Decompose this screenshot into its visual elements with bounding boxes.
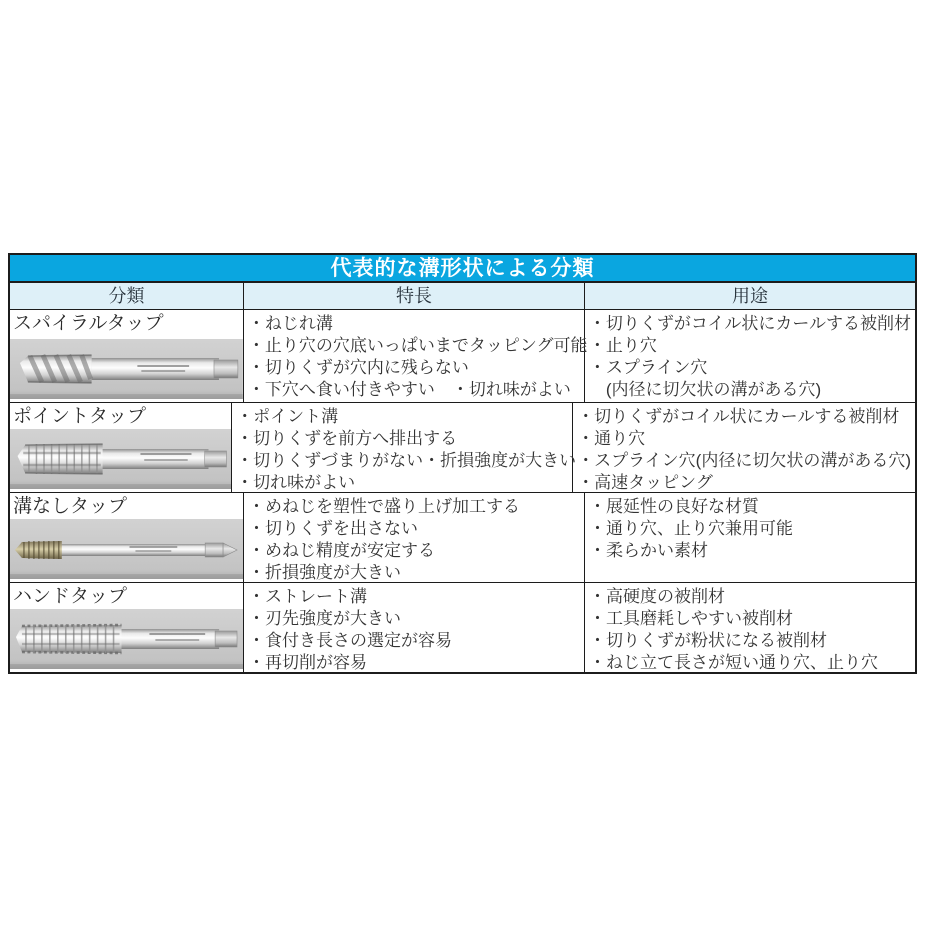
features-cell [244,310,588,402]
classification-cell [10,493,244,582]
use-line: ・工具磨耗しやすい被削材 [589,609,793,628]
header-uses: 用途 [732,286,768,306]
use-line: ・切りくずがコイル状にカールする被削材 [588,314,911,333]
classification-label: ハンドタップ [13,586,128,607]
tap-classification-table [8,253,917,674]
hand-tap-photo [10,609,243,669]
classification-cell [10,583,244,672]
feature-line: ・めねじ精度が安定する [248,541,435,560]
header-features: 特長 [244,283,585,309]
use-line: (内径に切欠状の溝がある穴) [588,380,822,399]
table-row-fluteless-tap [10,493,915,583]
use-line: ・止り穴 [588,336,657,355]
header-classification: 分類 [10,283,244,309]
use-line: ・高速タッピング [577,473,713,492]
use-line: ・通り穴、止り穴兼用可能 [589,519,793,538]
use-line: ・スプライン穴 [588,358,708,377]
feature-line: ・めねじを塑性で盛り上げ加工する [248,497,520,516]
use-line: ・展延性の良好な材質 [589,497,759,516]
features-cell [244,583,585,672]
feature-line: ・切りくずを出さない [248,519,418,538]
uses-cell [573,403,915,492]
classification-label: ポイントタップ [13,406,147,427]
table-title: 代表的な溝形状による分類 [10,255,915,283]
features-cell [244,493,585,582]
use-line: ・ねじ立て長さが短い通り穴、止り穴 [589,653,878,672]
classification-label: 溝なしタップ [13,496,128,517]
feature-line: ・食付き長さの選定が容易 [248,631,452,650]
spiral-tap-photo [10,339,243,399]
feature-line: ・切りくずが穴内に残らない [247,358,469,377]
feature-line: ・切れ味がよい [236,473,356,492]
classification-label: スパイラルタップ [13,313,164,334]
use-line: ・スプライン穴(内径に切欠状の溝がある穴) [577,451,911,470]
uses-cell [585,310,915,402]
feature-line: ・刃先強度が大きい [248,609,401,628]
use-line: ・通り穴 [577,429,646,448]
feature-line: ・止り穴の穴底いっぱいまでタッピング可能 [247,336,588,355]
use-line: ・柔らかい素材 [589,541,708,560]
use-line: ・切りくずがコイル状にカールする被削材 [577,407,900,426]
table-row-point-tap [10,403,915,493]
table-row-hand-tap [10,583,915,672]
table-row-spiral-tap [10,310,915,403]
features-cell [232,403,577,492]
use-line: ・高硬度の被削材 [589,587,725,606]
classification-cell [10,310,244,402]
feature-line: ・ポイント溝 [236,407,339,426]
point-tap-photo [10,429,231,489]
uses-cell [585,583,915,672]
feature-line: ・切りくずを前方へ排出する [236,429,458,448]
feature-line: ・切りくずづまりがない・折損強度が大きい [236,451,577,470]
fluteless-tap-photo [10,519,243,579]
feature-line: ・再切削が容易 [248,653,367,672]
classification-cell [10,403,232,492]
feature-line: ・ねじれ溝 [247,314,333,333]
feature-line: ・折損強度が大きい [248,563,401,582]
use-line: ・切りくずが粉状になる被削材 [589,631,827,650]
uses-cell [585,493,915,582]
feature-line: ・下穴へ食い付きやすい ・切れ味がよい [247,380,571,399]
feature-line: ・ストレート溝 [248,587,367,606]
table-header-row [10,283,915,310]
